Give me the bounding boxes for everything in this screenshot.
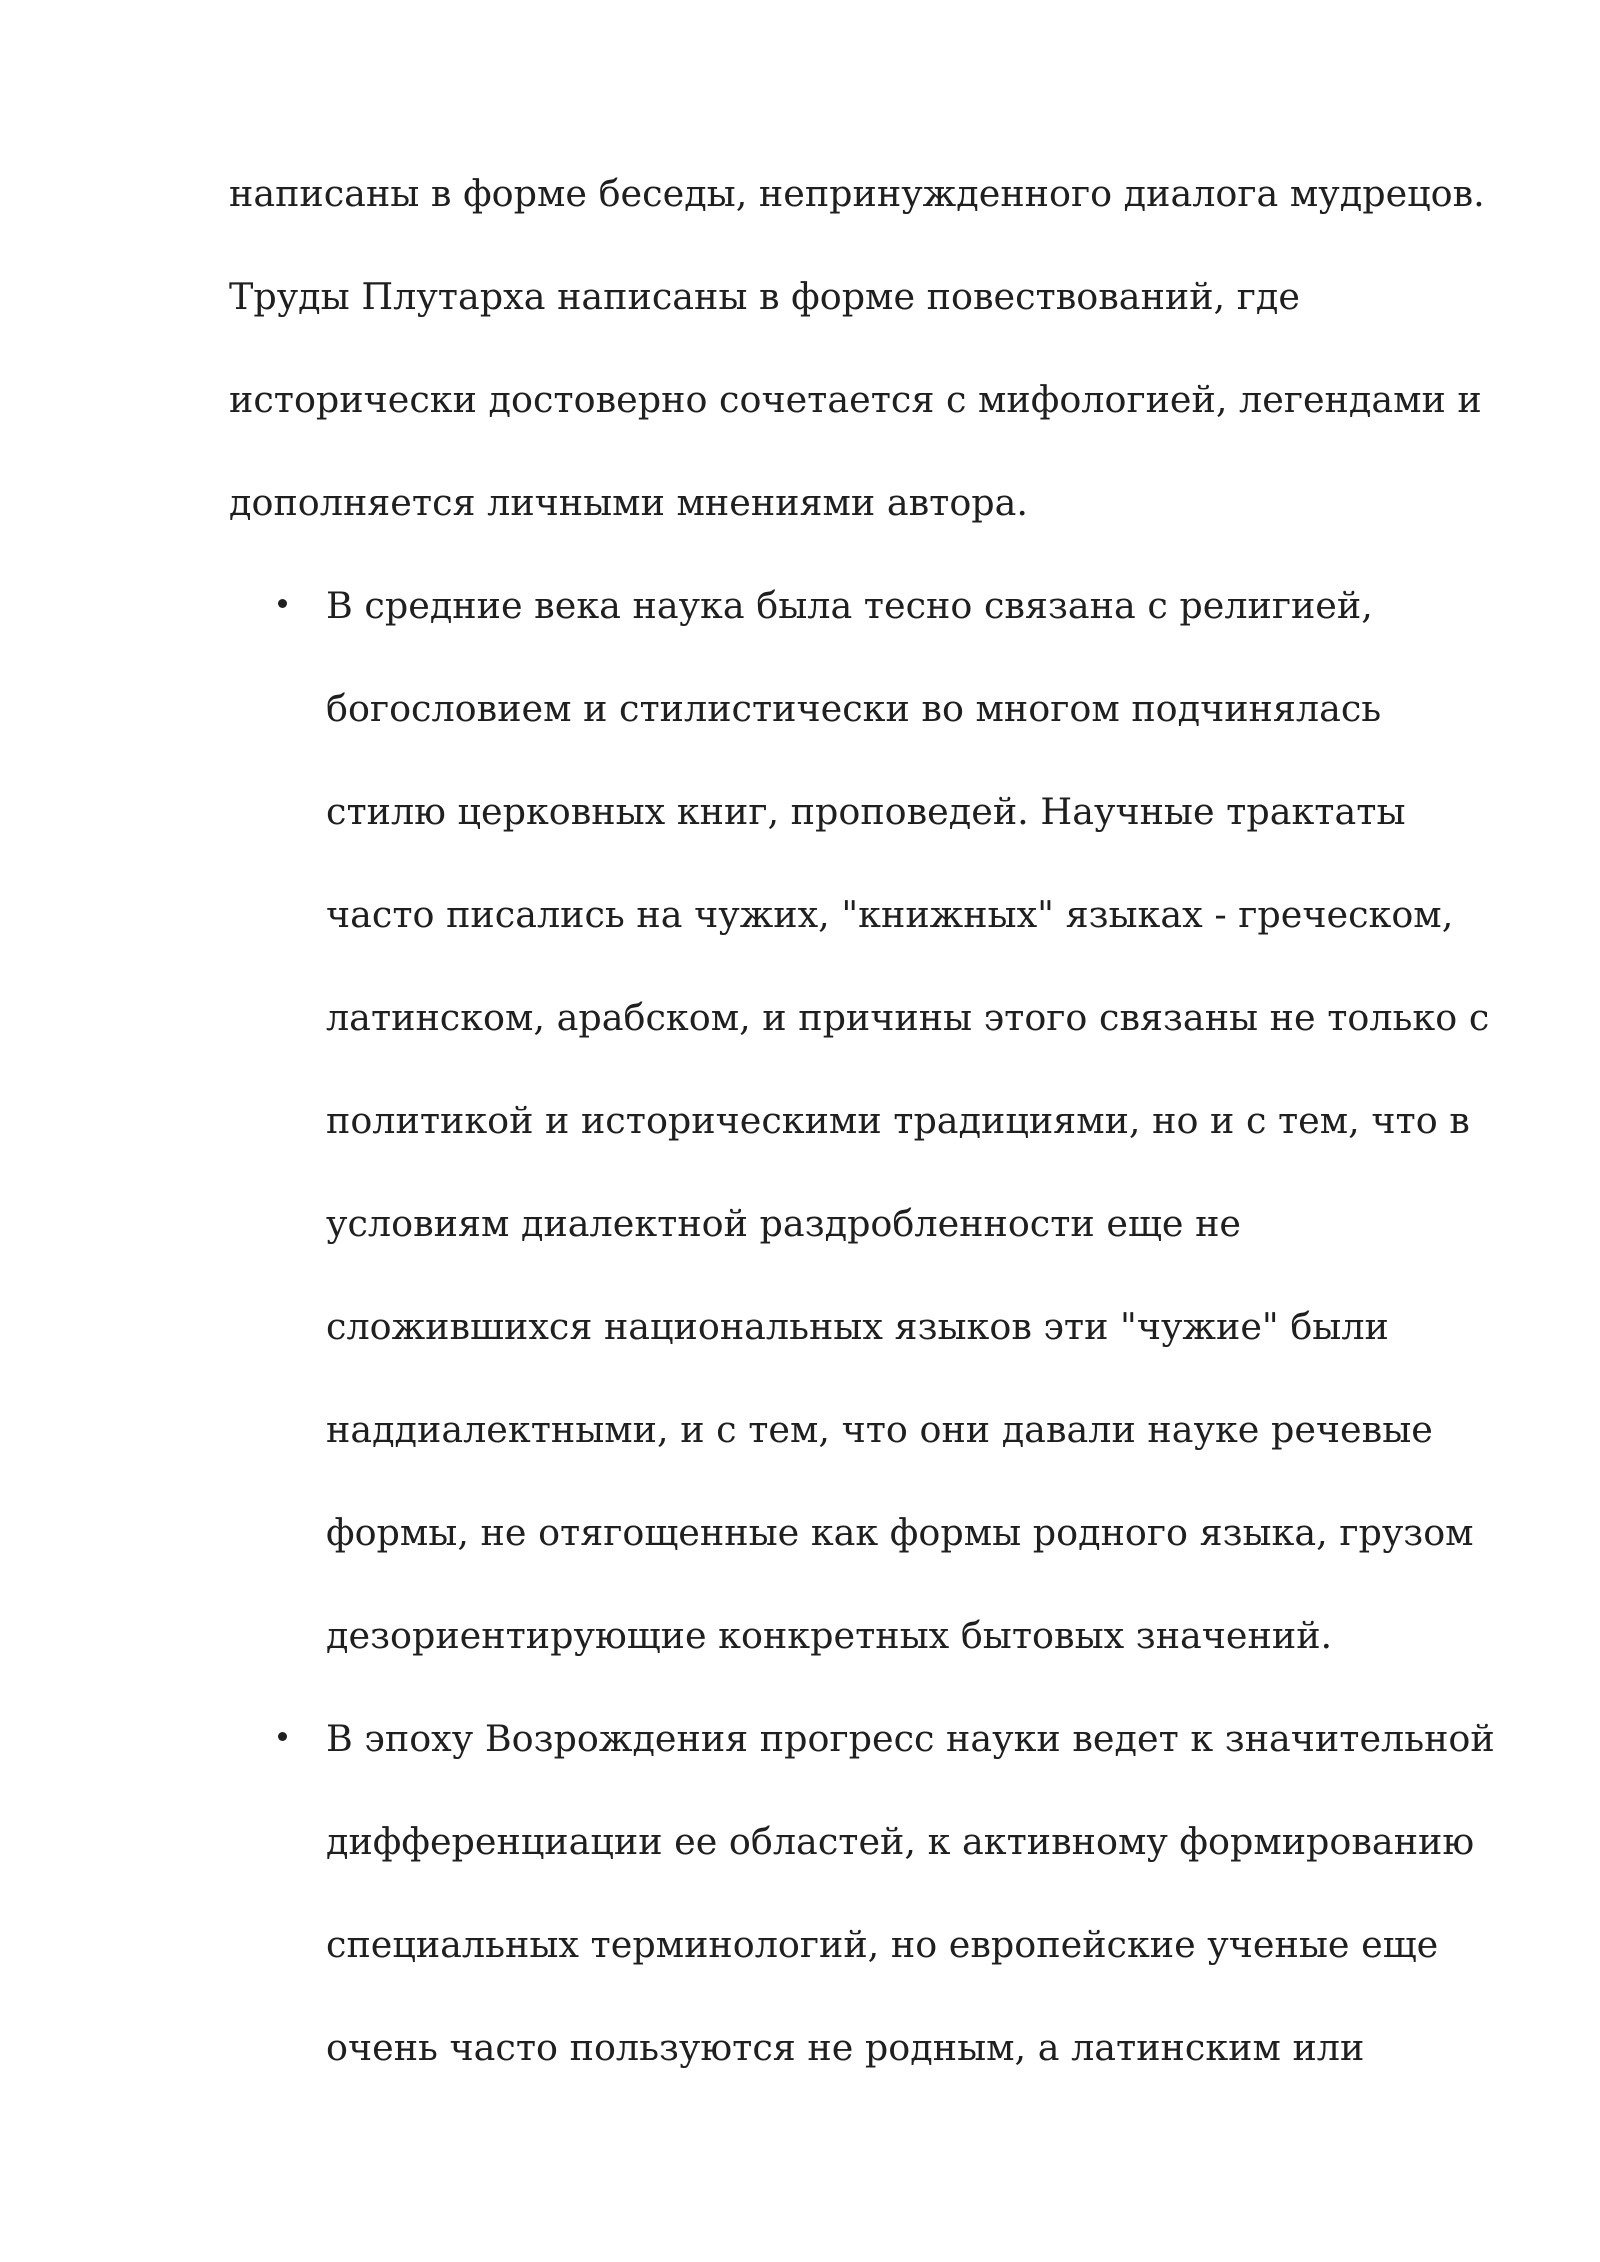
text-line: стилю церковных книг, проповедей. Научные трактаты <box>326 790 1406 833</box>
text-line: политикой и историческими традициями, но и с тем, что в <box>326 1099 1470 1142</box>
text-line: дезориентирующие конкретных бытовых значений. <box>326 1614 1333 1657</box>
text-line: латинском, арабском, и причины этого связаны не только с <box>326 996 1490 1039</box>
text-line: очень часто пользуются не родным, а латинским или <box>326 2026 1365 2069</box>
text-line: дифференциации ее областей, к активному формированию <box>326 1820 1475 1863</box>
text-line: формы, не отягощенные как формы родного языка, грузом <box>326 1511 1474 1554</box>
text-line: Труды Плутарха написаны в форме повествований, где <box>229 275 1300 318</box>
text-line: условиям диалектной раздробленности еще не <box>326 1202 1242 1245</box>
intro-paragraph <box>229 142 1485 554</box>
text-line: специальных терминологий, но европейские ученые еще <box>326 1923 1439 1966</box>
text-line: наддиалектными, и с тем, что они давали науке речевые <box>326 1408 1433 1451</box>
bullet-icon <box>278 599 287 608</box>
text-line: богословием и стилистически во многом подчинялась <box>326 687 1382 730</box>
list-item-middle-ages <box>229 554 1490 1687</box>
text-line: часто писались на чужих, "книжных" языках - греческом, <box>326 893 1454 936</box>
bullet-icon <box>278 1732 287 1741</box>
list-item-renaissance <box>229 1687 1495 2099</box>
text-line: исторически достоверно сочетается с мифологией, легендами и <box>229 378 1482 421</box>
text-line: сложившихся национальных языков эти "чужие" были <box>326 1305 1389 1348</box>
text-line: В средние века наука была тесно связана с религией, <box>326 584 1373 627</box>
document-body <box>229 142 1495 2099</box>
text-line: написаны в форме беседы, непринужденного диалога мудрецов. <box>229 172 1485 215</box>
text-line: В эпоху Возрождения прогресс науки ведет к значительной <box>326 1717 1495 1760</box>
bullet-list <box>229 554 1495 2099</box>
text-line: дополняется личными мнениями автора. <box>229 481 1029 524</box>
